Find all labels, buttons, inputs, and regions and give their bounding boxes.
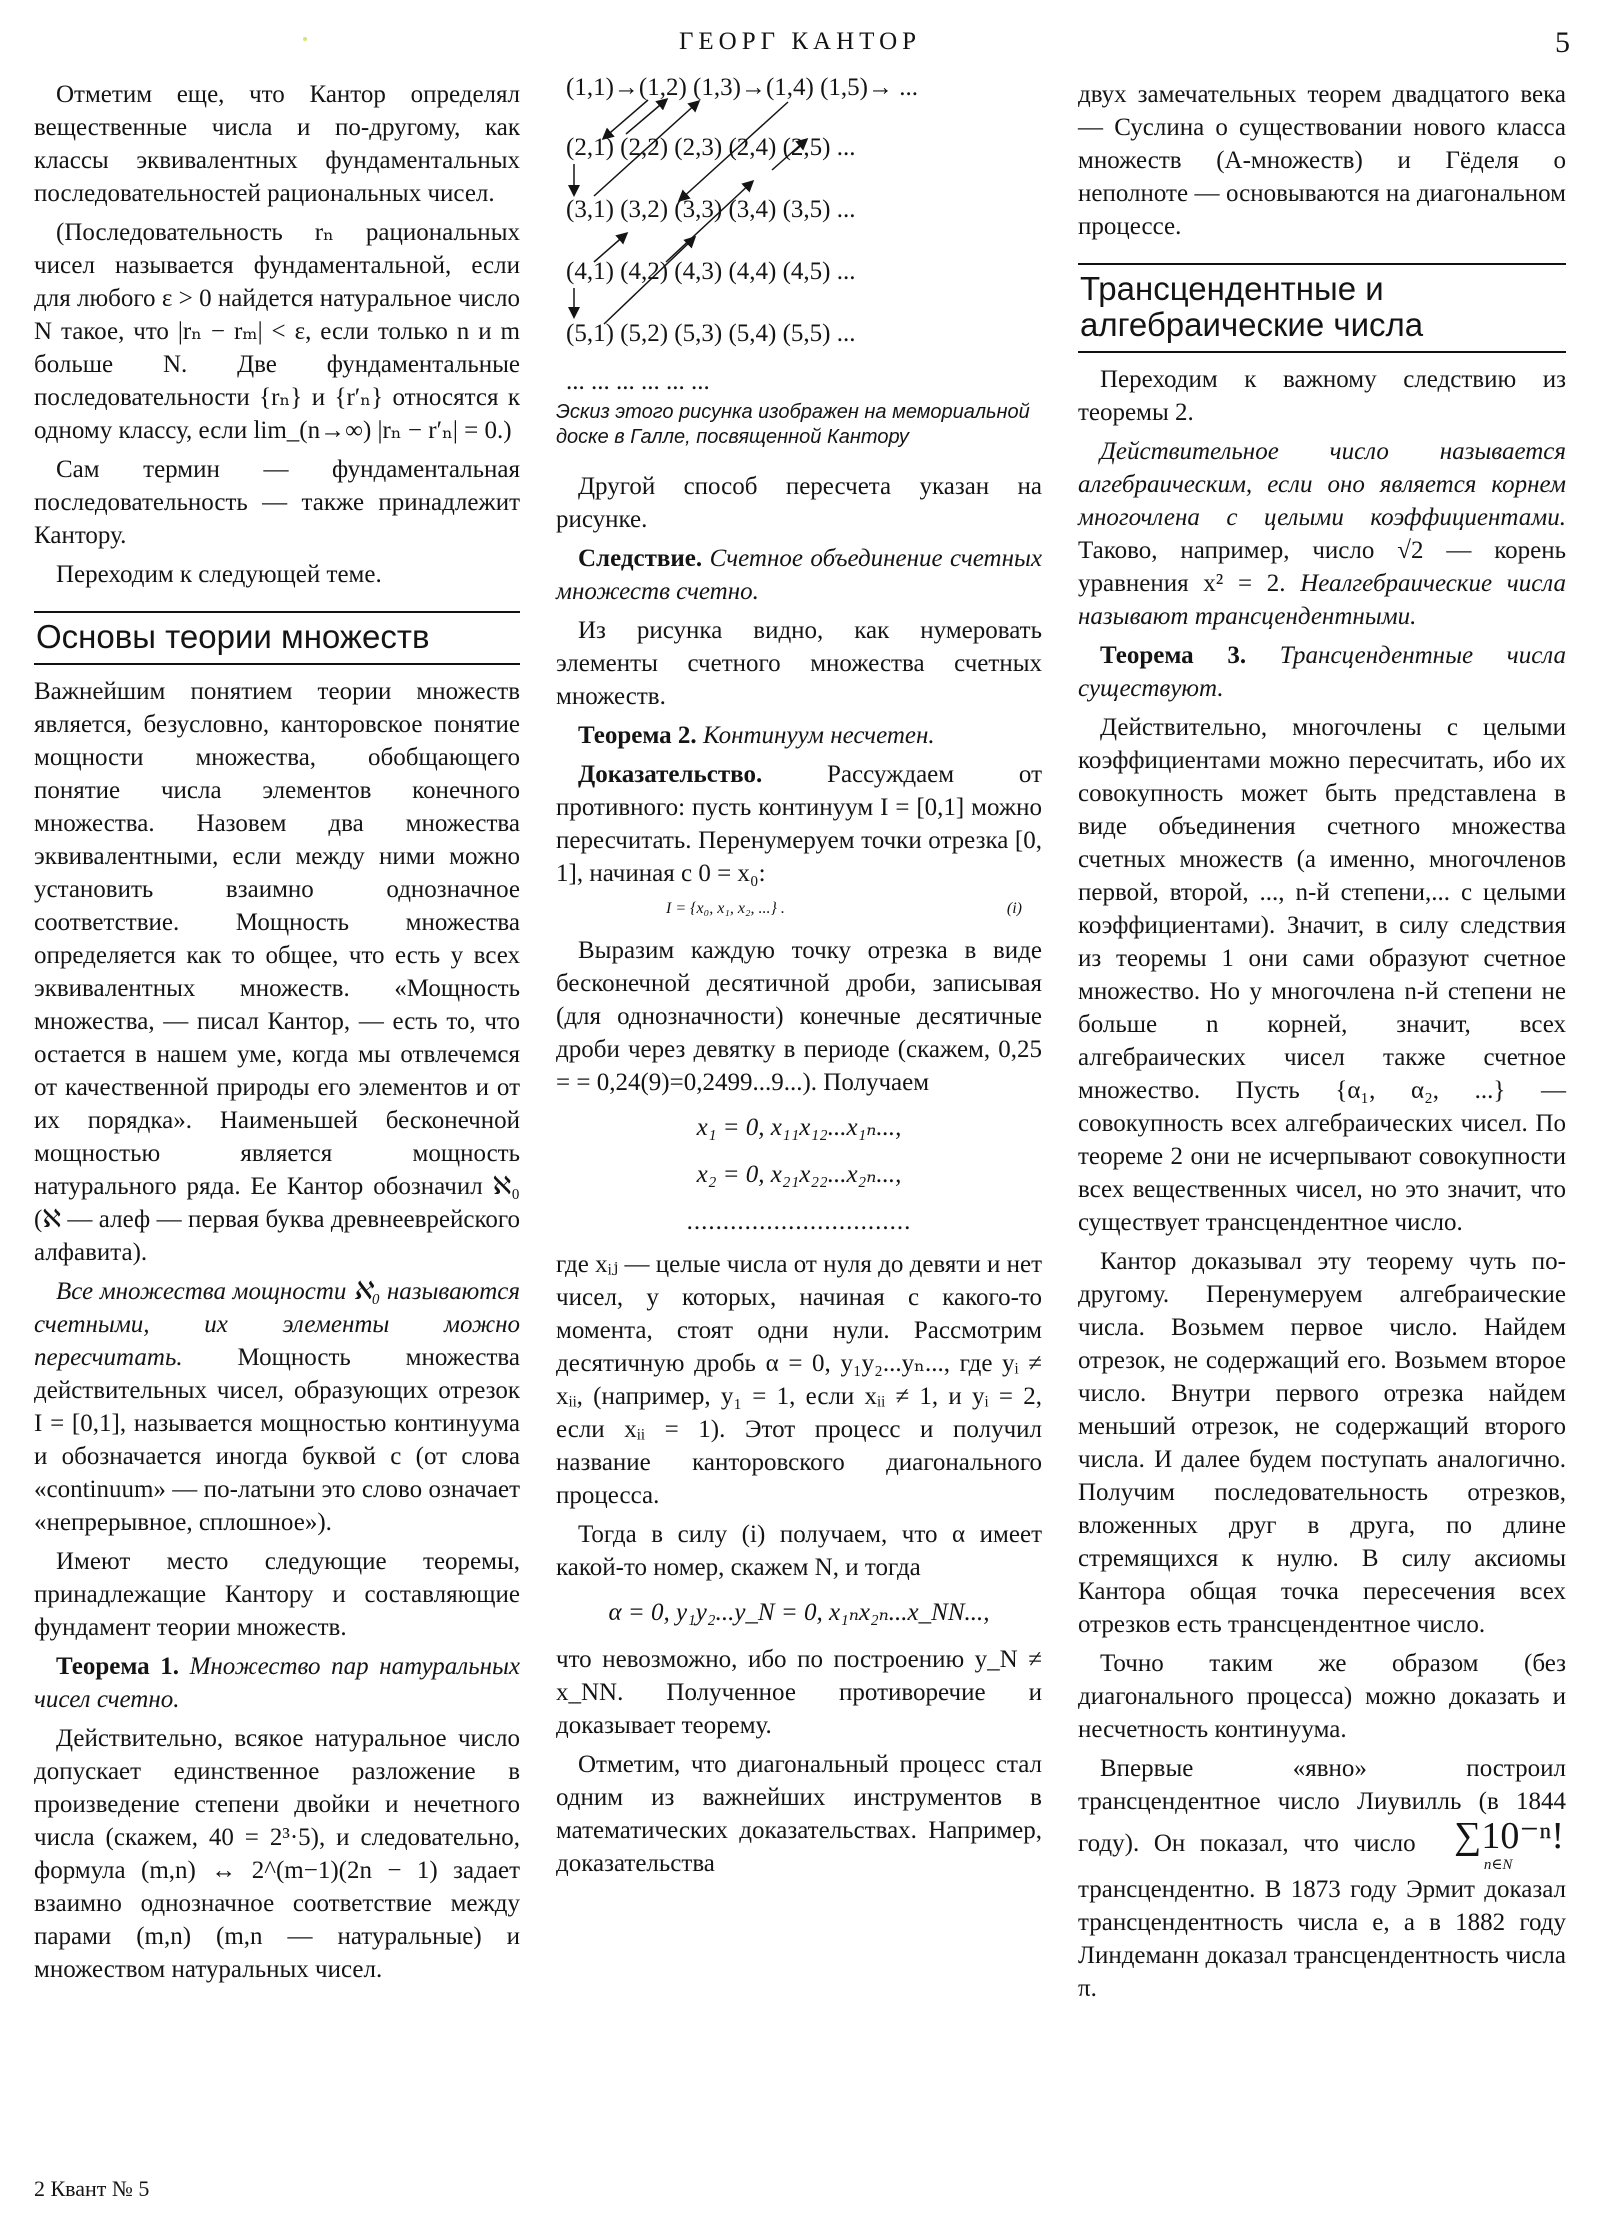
paragraph — [1078, 1752, 1566, 2005]
paragraph: Сам термин — фундаментальная последовательность — также принадлежит Кантору. — [34, 456, 520, 549]
proof-label: Доказательство. — [578, 761, 763, 788]
theorem-statement: Множество пар натуральных чисел счетно. — [34, 1653, 520, 1713]
paragraph: Отметим еще, что Кантор определял вещественные числа и по-другому, как классы эквивалентных фундаментальных последовательностей рациональных чисел. — [34, 81, 520, 207]
section-heading: Основы теории множеств — [34, 611, 520, 665]
diagonal-arrows — [556, 72, 1042, 396]
formula: x₁ = 0, x₁₁x₁₂...x₁ₙ..., — [696, 1114, 902, 1141]
proof-text: Рассуждаем от противного: пусть континуум I = [0,1] можно пересчитать. Перенумеруем точки отрезка [0, 1], начиная с 0 = x₀: — [556, 761, 1043, 887]
arrow — [626, 100, 666, 134]
paragraph: Действительно, всякое натуральное число допускает единственное разложение в произведение степени двойки и нечетного числа (скажем, 40 = 2³·5), и следовательно, формула (m,n) ↔ 2^(m−1)(2n − 1) задает взаимно однозначное соответствие между парами (m,n) (m,n — натуральные) и множеством натуральных чисел. — [34, 1725, 520, 1983]
paragraph: где xᵢⱼ — целые числа от нуля до девяти и нет чисел, у которых, начиная с какого-то момента, стоят одни нули. Рассмотрим десятичную дробь α = 0, y₁y₂...yₙ..., где yᵢ ≠ xᵢᵢ, (например, y₁ = 1, если xᵢᵢ ≠ 1, и yᵢ = 2, если xᵢᵢ = 1). Этот процесс и получил название канторовского диагонального процесса. — [556, 1251, 1042, 1509]
arrow — [604, 100, 648, 138]
column-2 — [556, 74, 1043, 1886]
formula-ellipsis: ............................... — [686, 1208, 912, 1235]
column-1 — [34, 78, 520, 1992]
paragraph: что невозможно, ибо по построению y_N ≠ x_NN. Полученное противоречие и доказывает теорему. — [556, 1646, 1042, 1739]
section-heading: Трансцендентные и алгебраические числа — [1078, 263, 1566, 353]
grid-row: ... ... ... ... ... ... — [566, 368, 710, 395]
arrow — [666, 182, 752, 262]
paragraph-text: трансцендентно. В 1873 году Эрмит доказал трансцендентность числа e, а в 1882 году Линдеманн доказал трансцендентность числа π. — [1078, 1876, 1566, 2002]
paragraph: Переходим к важному следствию из теоремы 2. — [1078, 366, 1566, 426]
grid-row: (5,1) (5,2) (5,3) (5,4) (5,5) ... — [566, 320, 856, 347]
theorem — [34, 1650, 520, 1716]
liouville-sum — [1432, 1815, 1565, 1873]
paragraph: Точно таким же образом (без диагонального процесса) можно доказать и несчетность континуума. — [1078, 1650, 1566, 1743]
definition-italic: Действительное число называется алгебраическим, если оно является корнем многочлена с целыми коэффициентами. — [1078, 438, 1566, 531]
arrow — [604, 238, 694, 324]
corollary — [556, 542, 1042, 608]
column-3 — [1078, 78, 1566, 2011]
formula: α = 0, y₁y₂...y_N = 0, x₁ₙx₂ₙ...x_NN..., — [608, 1599, 990, 1626]
sum-subscript: n∈N — [1483, 1857, 1513, 1873]
paragraph: Тогда в силу (i) получаем, что α имеет какой-то номер, скажем N, и тогда — [556, 1521, 1042, 1581]
arrow — [594, 234, 626, 262]
paragraph: Из рисунка видно, как нумеровать элементы счетного множества счетных множеств. — [556, 617, 1042, 710]
arrow — [772, 140, 806, 170]
figure-caption: Эскиз этого рисунка изображен на мемориальной доске в Галле, посвященной Кантору — [556, 401, 1030, 448]
grid-row: (3,1) (3,2) (3,3) (3,4) (3,5) ... — [566, 196, 856, 223]
paragraph: Переходим к следующей теме. — [56, 561, 382, 588]
grid-row: (2,1) (2,2) (2,3) (2,4) (2,5) ... — [566, 134, 856, 161]
paragraph: Кантор доказывал эту теорему чуть по-другому. Перенумеруем алгебраические числа. Возьмем первое число. Найдем отрезок, не содержащий его. Возьмем второе число. Внутри первого отрезка найдем меньший отрезок, не содержащий второго числа. И далее будем поступать аналогично. Получим последовательность отрезков, вложенных друг в друга, по длине стремящихся к нулю. В силу аксиомы Кантора общая точка пересечения всех отрезков есть трансцендентное число. — [1078, 1248, 1566, 1638]
pairs-grid-figure — [556, 72, 1042, 396]
definition — [1078, 435, 1566, 633]
grid-row: (1,1)→(1,2) (1,3)→(1,4) (1,5)→ ... — [566, 74, 919, 101]
paragraph: Другой способ пересчета указан на рисунке. — [556, 473, 1042, 533]
formula-i — [556, 900, 1042, 918]
sum-symbol: ∑10⁻ⁿ! — [1454, 1815, 1565, 1857]
corollary-statement: Счетное объединение счетных множеств счетно. — [556, 545, 1043, 605]
running-title: ГЕОРГ КАНТОР — [678, 28, 922, 55]
paragraph: Действительно, многочлены с целыми коэффициентами можно пересчитать, ибо их совокупность может быть представлена в виде объединения счетного множества счетных множеств (а именно, многочленов первой, второй, ..., n-й степени,... с целыми коэффициентами). Значит, в силу следствия из теоремы 1 они сами образуют счетное множество. Но у многочлена n-й степени не больше n корней, значит, всех алгебраических чисел также счетное множество. Пусть {α₁, α₂, ...} — совокупность всех алгебраических чисел. По теореме 2 они не исчерпывают совокупности всех вещественных чисел, но это значит, что существует трансцендентное число. — [1078, 714, 1566, 1236]
theorem-label: Теорема 3. — [1100, 642, 1247, 669]
formula: x₂ = 0, x₂₁x₂₂...x₂ₙ..., — [696, 1161, 902, 1188]
page-footer: 2 Квант № 5 — [34, 2176, 150, 2201]
definition-italic: Неалгебраические числа называют трансцендентными. — [1078, 570, 1567, 630]
corollary-label: Следствие. — [578, 545, 703, 572]
grid-row: (4,1) (4,2) (4,3) (4,4) (4,5) ... — [566, 258, 856, 285]
formula-tag: (i) — [1006, 900, 1022, 917]
paragraph: (Последовательность rₙ рациональных чисел называется фундаментальной, если для любого ε > 0 найдется натуральное число N такое, что |rₙ − rₘ| < ε, если только n и m больше N. Две фундаментальные последовательности {rₙ} и {r′ₙ} относятся к одному классу, если lim_(n→∞) |rₙ − r′ₙ| = 0.) — [34, 219, 520, 444]
theorem-statement: Континуум несчетен. — [702, 722, 935, 749]
printing-mark — [303, 37, 307, 41]
paragraph: двух замечательных теорем двадцатого века — Суслина о существовании нового класса множеств (A-множеств) и Гёделя о неполноте — основываются на диагональном процессе. — [1078, 81, 1566, 240]
paragraph: Выразим каждую точку отрезка в виде бесконечной десятичной дроби, записывая (для однозначности) конечные десятичные дроби через девятку в периоде (скажем, 0,25 = = 0,24(9)=0,2499...9...). Получаем — [556, 937, 1042, 1096]
paragraph — [34, 1275, 520, 1539]
theorem-label: Теорема 2. — [578, 722, 697, 749]
definition-example: Таково, например, число √2 — корень уравнения x² = 2. — [1078, 537, 1566, 597]
paragraph-text: Мощность множества действительных чисел, образующих отрезок I = [0,1], называется мощностью континуума и обозначается иногда буквой c (от слова «continuum» — по-латыни это слово означает «непрерывное, сплошное»). — [34, 1344, 520, 1536]
theorem-label: Теорема 1. — [56, 1653, 179, 1680]
paragraph-text: Впервые «явно» построил трансцендентное число Лиувилль (в 1844 году). Он показал, что число — [1078, 1755, 1566, 1858]
theorem-statement: Трансцендентные числа существуют. — [1078, 642, 1566, 702]
page-number: 5 — [1555, 26, 1570, 59]
theorem — [1078, 639, 1566, 705]
paragraph: Имеют место следующие теоремы, принадлежащие Кантору и составляющие фундамент теории множеств. — [34, 1548, 520, 1641]
paragraph: Важнейшим понятием теории множеств является, безусловно, канторовское понятие мощности множества, обобщающего понятие числа элементов конечного множества. Назовем два множества эквивалентными, если между ними можно установить взаимно однозначное соответствие. Мощность множества определяется как то общее, что есть у всех эквивалентных множеств. «Мощность множества, — писал Кантор, — есть то, что остается в нашем уме, когда мы отвлечемся от качественной природы его элементов и от их порядка». Наименьшей бесконечной мощностью является мощность натурального ряда. Ее Кантор обозначил ℵ₀ (ℵ — алеф — первая буква древнееврейского алфавита). — [34, 678, 520, 1266]
theorem — [556, 719, 1042, 752]
paragraph: Отметим, что диагональный процесс стал одним из важнейших инструментов в математических доказательствах. Например, доказательства — [556, 1751, 1042, 1877]
proof — [556, 758, 1042, 890]
formula: I = {x₀, x₁, x₂, ...} . — [666, 900, 785, 917]
definition-italic: Все множества мощности ℵ₀ называются счетными, их элементы можно пересчитать. — [34, 1278, 520, 1371]
arrow — [680, 102, 788, 200]
